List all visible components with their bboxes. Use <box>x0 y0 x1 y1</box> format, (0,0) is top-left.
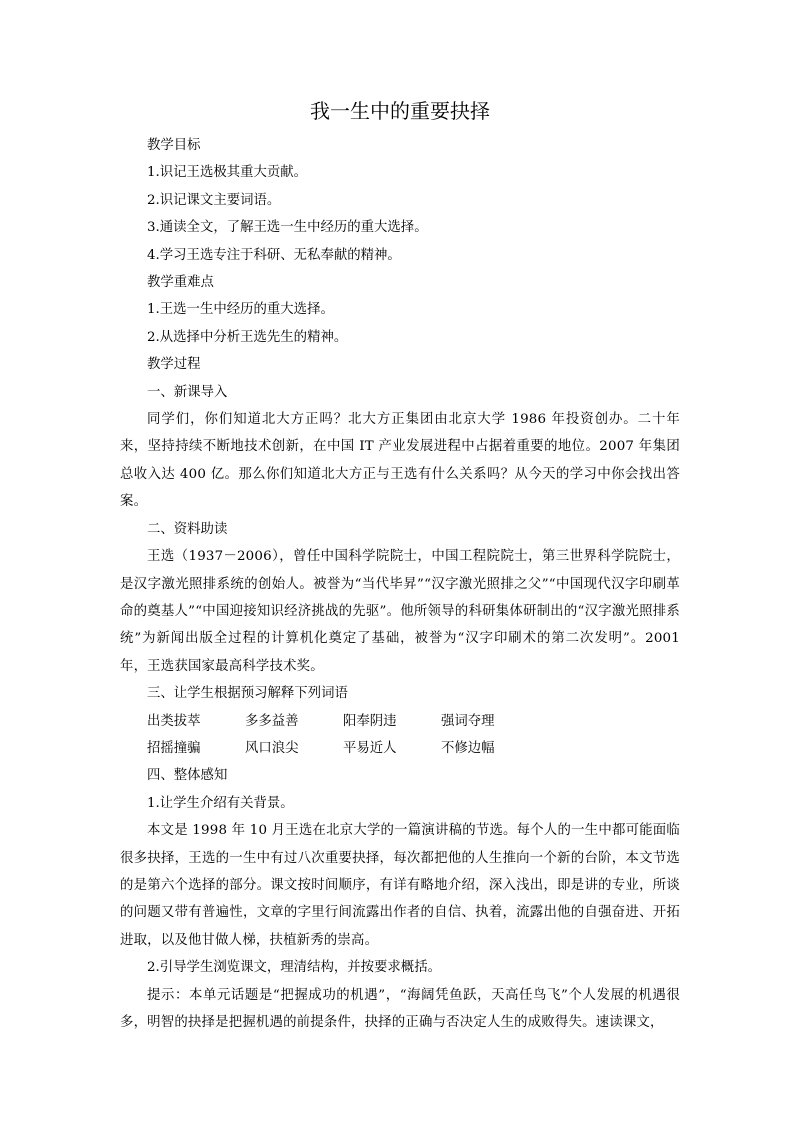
material-paragraph: 王选（1937－2006），曾任中国科学院院士，中国工程院院士，第三世界科学院院士，是汉字激光照排系统的创始人。被誉为“当代毕昇”“汉字激光照排之父”“中国现代汉字印刷革命的奠基人”“中国迎接知识经济挑战的先驱”。他所领导的科研集体研制出的“汉字激光照排系统”为新闻出版全过程的计算机化奠定了基础，被誉为“汉字印刷术的第二次发明”。2001 年，王选获国家最高科学技术奖。 <box>120 549 680 674</box>
vocab-word: 风口浪尖 <box>245 740 299 756</box>
vocab-word: 多多益善 <box>245 713 299 729</box>
vocab-word: 招摇撞骗 <box>147 740 201 756</box>
goal-item: 3.通读全文，了解王选一生中经历的重大选择。 <box>147 220 428 236</box>
step-two: 2.引导学生浏览课文，理清结构，并按要求概括。 <box>147 960 441 976</box>
difficulties-heading: 教学重难点 <box>147 275 214 291</box>
step-one: 1.让学生介绍有关背景。 <box>147 795 294 811</box>
goal-item: 2.识记课文主要词语。 <box>147 192 281 208</box>
intro-heading: 一、新课导入 <box>147 384 228 400</box>
goal-item: 4.学习王选专注于科研、无私奉献的精神。 <box>147 247 401 263</box>
hint-paragraph: 提示：本单元话题是“把握成功的机遇”，“海阔凭鱼跃，天高任鸟飞”个人发展的机遇很多，明智的抉择是把握机遇的前提条件，抉择的正确与否决定人生的成败得失。速读课文， <box>120 987 680 1030</box>
document-title: 我一生中的重要抉择 <box>310 99 490 123</box>
background-paragraph: 本文是 1998 年 10 月王选在北京大学的一篇演讲稿的节选。每个人的一生中都可能面临很多抉择，王选的一生中有过八次重要抉择，每次都把他的人生推向一个新的台阶，本文节选的是第六个选择的部分。课文按时间顺序，有详有略地介绍，深入浅出，即是讲的专业，所谈的问题又带有普遍性，文章的字里行间流露出作者的自信、执着，流露出他的自强奋进、开拓进取，以及他甘做人梯，扶植新秀的崇高。 <box>120 823 680 948</box>
difficulty-item: 1.王选一生中经历的重大选择。 <box>147 302 334 318</box>
goals-heading: 教学目标 <box>147 138 201 153</box>
process-heading: 教学过程 <box>147 357 201 373</box>
vocab-row <box>120 708 680 735</box>
vocab-word: 强词夺理 <box>441 713 495 729</box>
material-heading: 二、资料助读 <box>147 521 228 537</box>
intro-paragraph: 同学们，你们知道北大方正吗？北大方正集团由北京大学 1986 年投资创办。二十年来，坚持持续不断地技术创新，在中国 IT 产业发展进程中占据着重要的地位。2007 年集团总收入达 400 亿。那么你们知道北大方正与王选有什么关系吗？从今天的学习中你会找出答案。 <box>120 412 680 510</box>
vocab-word: 出类拔萃 <box>147 713 201 729</box>
vocab-row <box>120 735 680 762</box>
goal-item: 1.识记王选极其重大贡献。 <box>147 165 308 181</box>
difficulty-item: 2.从选择中分析王选先生的精神。 <box>147 329 348 345</box>
vocab-heading: 三、让学生根据预习解释下列词语 <box>147 686 348 702</box>
vocab-word: 平易近人 <box>343 740 397 756</box>
vocab-word: 阳奉阴违 <box>343 713 397 729</box>
overall-heading: 四、整体感知 <box>147 768 228 784</box>
document-page <box>120 96 680 1036</box>
vocab-word: 不修边幅 <box>441 740 495 756</box>
